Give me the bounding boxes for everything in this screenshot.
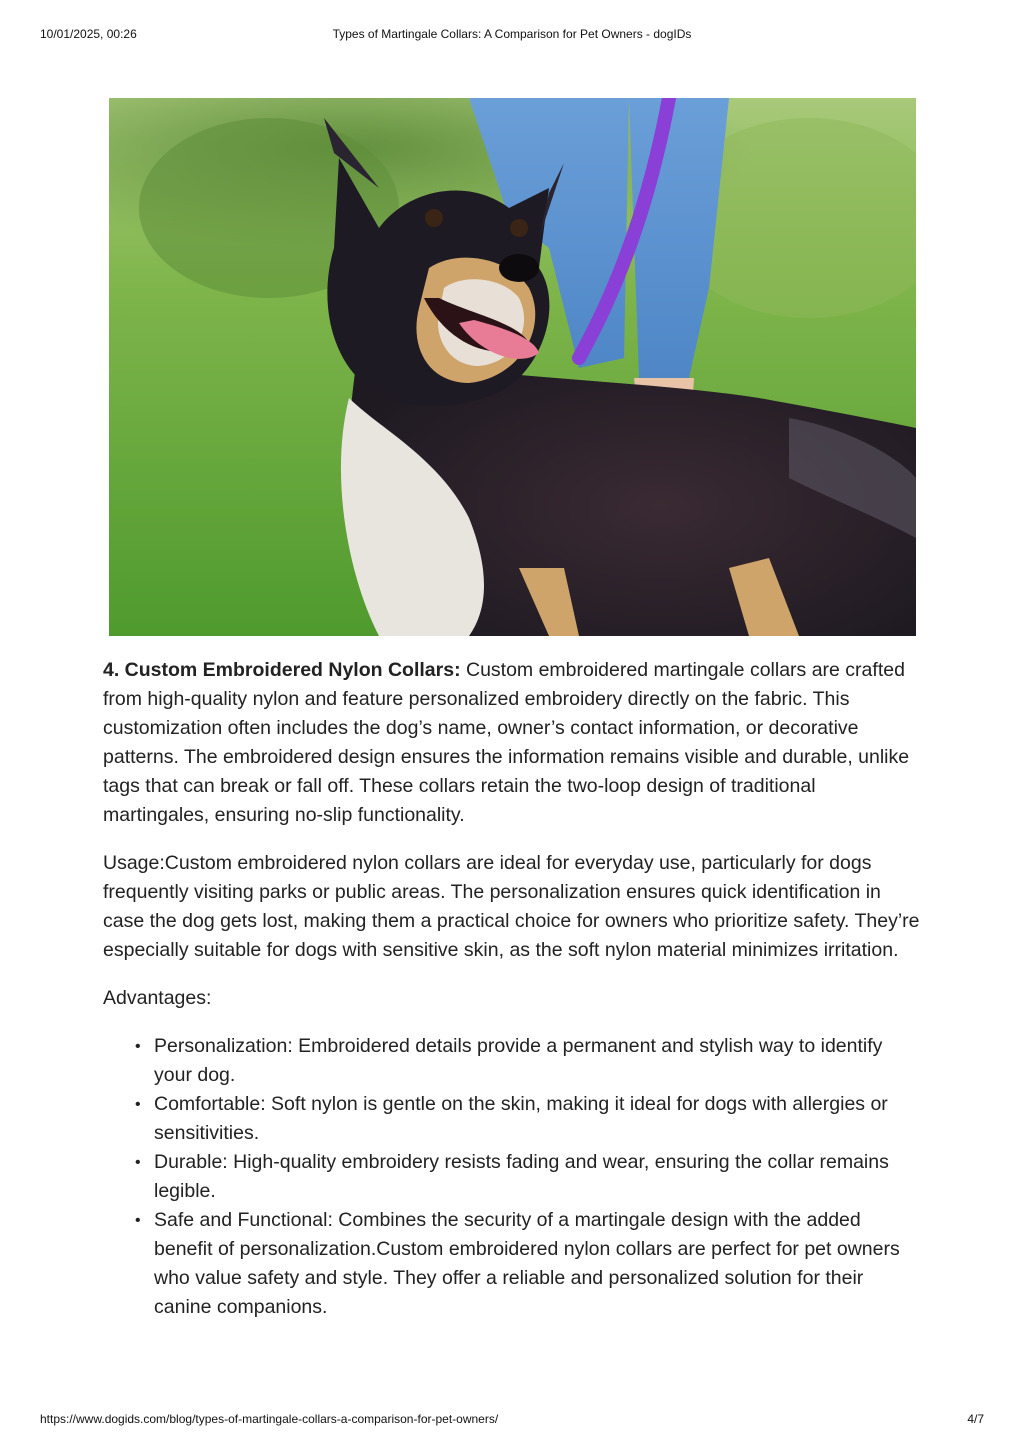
bullet-icon: • <box>135 1212 141 1229</box>
intro-text: Custom embroidered martingale collars are crafted from high-quality nylon and feature personalized embroidery directly on the fabric. This customization often includes the dog’s name, owner’s contact information, or decorative patterns. The embroidered design ensures the information remains visible and durable, unlike tags that can break or fall off. These collars retain the two-loop design of traditional martingales, ensuring no-slip functionality. <box>103 659 910 826</box>
bullet-icon: • <box>135 1096 141 1113</box>
list-item-text: Personalization: Embroidered details provide a permanent and stylish way to identify your dog. <box>154 1035 883 1086</box>
list-item <box>135 1032 923 1090</box>
page-url: https://www.dogids.com/blog/types-of-martingale-collars-a-comparison-for-pet-owners/ <box>40 1412 499 1426</box>
print-header <box>40 27 984 43</box>
list-item-text: Safe and Functional: Combines the security of a martingale design with the added benefit of personalization.Custom embroidered nylon collars are perfect for pet owners who value safety and style. They offer a reliable and personalized solution for their canine companions. <box>154 1209 900 1318</box>
intro-paragraph <box>103 656 923 830</box>
list-item-text: Comfortable: Soft nylon is gentle on the skin, making it ideal for dogs with allergies or sensitivities. <box>154 1093 888 1144</box>
print-datetime: 10/01/2025, 00:26 <box>40 27 137 41</box>
section-heading: 4. Custom Embroidered Nylon Collars: <box>103 659 461 681</box>
bullet-icon: • <box>135 1038 141 1055</box>
dog-photo-illustration <box>109 98 916 636</box>
bullet-icon: • <box>135 1154 141 1171</box>
print-footer <box>40 1412 984 1428</box>
list-item <box>135 1206 923 1322</box>
usage-paragraph: Usage:Custom embroidered nylon collars are ideal for everyday use, particularly for dogs frequently visiting parks or public areas. The personalization ensures quick identification in case the dog gets lost, making them a practical choice for owners who prioritize safety. They’re especially suitable for dogs with sensitive skin, as the soft nylon material minimizes irritation. <box>103 852 920 961</box>
document-title: Types of Martingale Collars: A Comparison for Pet Owners - dogIDs <box>332 27 692 41</box>
advantages-list <box>103 1032 923 1322</box>
list-item <box>135 1148 923 1206</box>
article-body <box>103 656 923 1322</box>
hero-image-dog-photo <box>109 98 916 636</box>
advantages-label: Advantages: <box>103 987 212 1009</box>
list-item-text: Durable: High-quality embroidery resists fading and wear, ensuring the collar remains legible. <box>154 1151 889 1202</box>
page-number: 4/7 <box>967 1412 984 1426</box>
list-item <box>135 1090 923 1148</box>
